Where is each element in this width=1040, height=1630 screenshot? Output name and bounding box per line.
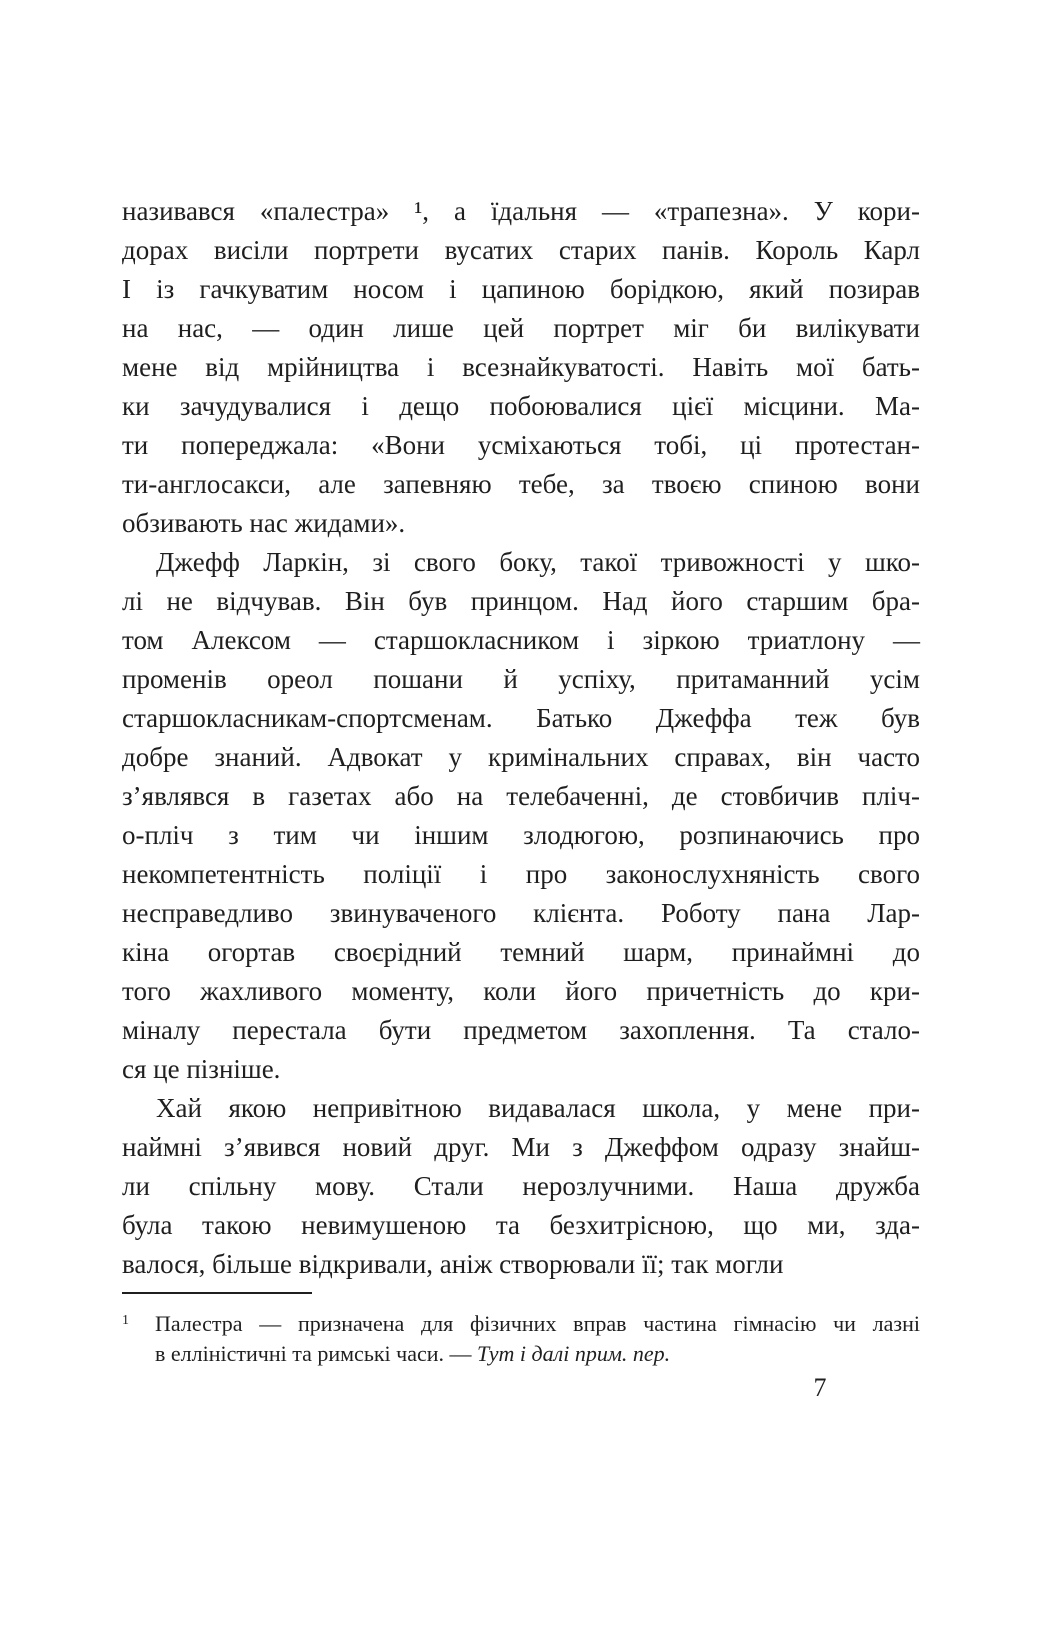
page-number: 7 — [813, 1373, 827, 1402]
footnote-text: в елліністичні та римські часи. — — [155, 1341, 478, 1366]
text-line: ки зачудувалися і дещо побоювалися цієї місцини. Ма- — [122, 391, 920, 421]
text-line: на нас, — один лише цей портрет міг би вилікувати — [122, 313, 920, 343]
footnote-separator-rule — [122, 1292, 312, 1294]
text-line: того жахливого моменту, коли його причетність до кри- — [122, 976, 920, 1006]
text-line: наймні з’явився новий друг. Ми з Джеффом одразу знайш- — [122, 1132, 920, 1162]
text-line: о-пліч з тим чи іншим злодюгою, розпинаючись про — [122, 820, 920, 850]
text-line: обзивають нас жидами». — [122, 508, 406, 538]
text-line: називався «палестра» ¹, а їдальня — «трапезна». У кори- — [122, 196, 920, 226]
text-line: була такою невимушеною та безхитрісною, що ми, зда- — [122, 1210, 920, 1240]
text-line: том Алексом — старшокласником і зіркою триатлону — — [122, 625, 920, 655]
footnote-text-italic: Тут і далі прим. пер. — [477, 1341, 671, 1366]
text-line: кіна огортав своєрідний темний шарм, принаймні до — [122, 937, 920, 967]
text-line: лі не відчував. Він був принцом. Над його старшим бра- — [122, 586, 920, 616]
text-line: добре знаний. Адвокат у кримінальних справах, він часто — [122, 742, 920, 772]
text-line: променів ореол пошани й успіху, притаманний усім — [122, 664, 920, 694]
text-block — [122, 192, 920, 1284]
text-line: міналу перестала бути предметом захоплення. Та стало- — [122, 1015, 920, 1045]
text-line: ли спільну мову. Стали нерозлучними. Наша дружба — [122, 1171, 920, 1201]
text-line: валося, більше відкривали, аніж створювали її; так могли — [122, 1249, 784, 1279]
footnote — [122, 1306, 920, 1369]
text-line: ти-англосакси, але запевняю тебе, за твоєю спиною вони — [122, 469, 920, 499]
paragraph — [122, 1089, 920, 1284]
text-line: мене від мрійництва і всезнайкуватості. Навіть мої бать- — [122, 352, 920, 382]
text-line: I із гачкуватим носом і цапиною борідкою, який позирав — [122, 274, 920, 304]
footnote-text: Палестра — призначена для фізичних вправ частина гімнасію чи лазні — [155, 1311, 920, 1336]
paragraph — [122, 192, 920, 543]
footnote-line — [122, 1306, 920, 1339]
text-line: ся це пізніше. — [122, 1054, 281, 1084]
text-line: дорах висіли портрети вусатих старих панів. Король Карл — [122, 235, 920, 265]
paragraph — [122, 543, 920, 1089]
text-line: з’являвся в газетах або на телебаченні, де стовбичив пліч- — [122, 781, 920, 811]
text-line: Джефф Ларкін, зі свого боку, такої тривожності у шко- — [156, 547, 920, 577]
text-line: несправедливо звинуваченого клієнта. Роботу пана Лар- — [122, 898, 920, 928]
footnote-marker: 1 — [122, 1313, 129, 1328]
text-line: Хай якою непривітною видавалася школа, у мене при- — [156, 1093, 920, 1123]
text-line: ти попереджала: «Вони усміхаються тобі, ці протестан- — [122, 430, 920, 460]
footnote-line — [122, 1339, 920, 1369]
text-line: старшокласникам-спортсменам. Батько Джеффа теж був — [122, 703, 920, 733]
text-line: некомпетентність поліції і про законослухняність свого — [122, 859, 920, 889]
